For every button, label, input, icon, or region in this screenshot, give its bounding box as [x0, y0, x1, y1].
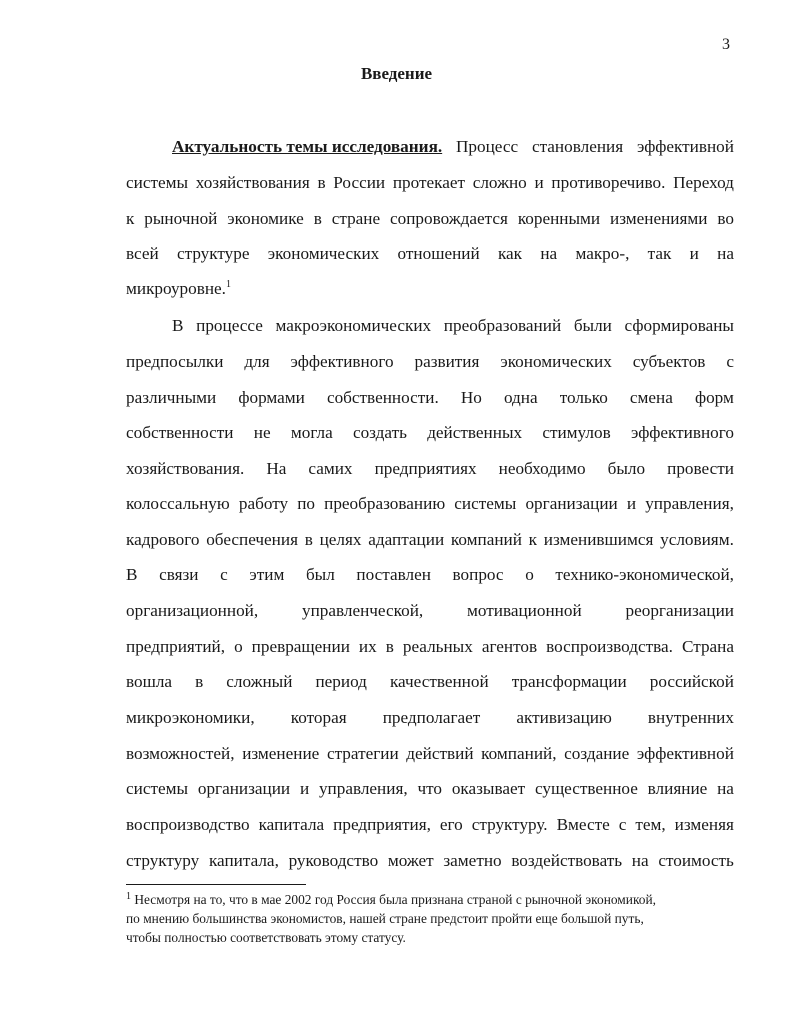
word: внутренних	[647, 708, 734, 727]
word: заметно	[443, 851, 502, 870]
word: В	[126, 565, 138, 584]
word: так	[647, 244, 672, 263]
text-line	[126, 814, 734, 836]
word: вошла	[126, 672, 173, 691]
word: для	[244, 352, 270, 371]
word: сложно	[472, 173, 527, 192]
word: и	[299, 779, 310, 798]
word: управления,	[645, 494, 734, 513]
text-line	[126, 422, 734, 444]
word: предприятия,	[333, 815, 431, 834]
word: колоссальную	[126, 494, 230, 513]
page-number: 3	[722, 36, 730, 53]
text-line	[126, 351, 734, 373]
word: в	[304, 530, 313, 549]
word: в	[385, 637, 394, 656]
word: во	[717, 209, 734, 228]
word: этим	[249, 565, 285, 584]
word: могла	[290, 423, 333, 442]
footnote-rule	[126, 884, 306, 885]
text-line	[126, 743, 734, 765]
word: с	[618, 815, 627, 834]
word: воздействовать	[511, 851, 623, 870]
word: действенных	[427, 423, 523, 442]
text-line	[126, 564, 734, 586]
word: технико-экономической,	[555, 565, 734, 584]
word: протекает	[392, 173, 465, 192]
word: организации	[525, 494, 618, 513]
word: не	[253, 423, 271, 442]
word: трансформации	[511, 672, 627, 691]
word: с	[220, 565, 228, 584]
word: сложный	[226, 672, 293, 691]
word: и	[689, 244, 699, 263]
word: воспроизводство	[126, 815, 250, 834]
word: стратегии	[326, 744, 399, 763]
word: Вместе	[556, 815, 610, 834]
text-line	[126, 136, 734, 158]
word: на	[631, 851, 649, 870]
page-title: Введение	[360, 64, 433, 83]
word: был	[305, 565, 335, 584]
word: субъектов	[632, 352, 706, 371]
word: противоречиво.	[551, 173, 666, 192]
word: провести	[667, 459, 734, 478]
word: воспроизводства.	[546, 637, 673, 656]
word: превращении	[251, 637, 350, 656]
word: связи	[159, 565, 199, 584]
word: системы	[126, 779, 189, 798]
text-line	[126, 243, 734, 265]
word: тем,	[635, 815, 666, 834]
word: предприятий,	[126, 637, 226, 656]
word: условиям.	[660, 530, 734, 549]
word: преобразованию	[324, 494, 446, 513]
word: макроэкономических	[275, 316, 432, 335]
word: компаний,	[481, 744, 557, 763]
word: В	[172, 316, 184, 335]
word: различными	[126, 388, 217, 407]
word: эффективного	[290, 352, 394, 371]
word: возможностей,	[126, 744, 235, 763]
word: всей	[126, 244, 159, 263]
word: стоимость	[658, 851, 734, 870]
text-line	[126, 707, 734, 729]
word: самих	[308, 459, 353, 478]
word: может	[387, 851, 434, 870]
word: в	[317, 173, 326, 192]
word: предполагает	[382, 708, 481, 727]
word: его	[439, 815, 463, 834]
word: оказывает	[451, 779, 526, 798]
word: хозяйствования	[195, 173, 310, 192]
section-heading: Актуальность темы исследования.	[172, 137, 443, 156]
word: качественной	[389, 672, 489, 691]
word: собственности	[126, 423, 234, 442]
footnote-text: Несмотря на то, что в мае 2002 год Россия была признана страной с рыночной экономикой,	[134, 892, 656, 907]
footnote-line	[126, 891, 734, 908]
word: структуру	[126, 851, 200, 870]
word: на	[717, 779, 734, 798]
word: Но	[460, 388, 482, 407]
word: были	[573, 316, 612, 335]
word: собственности.	[326, 388, 439, 407]
word: агентов	[481, 637, 538, 656]
footnote-line: по мнению большинства экономистов, нашей стране предстоит пройти еще большой путь,	[126, 911, 644, 926]
word: одна	[503, 388, 538, 407]
word: по	[297, 494, 316, 513]
word: формами	[238, 388, 305, 407]
word: капитала,	[208, 851, 279, 870]
text-line	[126, 778, 734, 800]
word: сформированы	[624, 316, 734, 335]
word: период	[315, 672, 367, 691]
word: экономике	[227, 209, 304, 228]
word: Страна	[681, 637, 734, 656]
word: изменениями	[610, 209, 708, 228]
text-line	[126, 172, 734, 194]
word: микроэкономики,	[126, 708, 255, 727]
word: России	[333, 173, 386, 192]
word: о	[525, 565, 534, 584]
word: стране	[331, 209, 381, 228]
word: создание	[564, 744, 630, 763]
word: На	[266, 459, 287, 478]
word: макро-,	[575, 244, 630, 263]
word: создать	[352, 423, 407, 442]
word: форм	[694, 388, 734, 407]
word: мотивационной	[467, 601, 582, 620]
word: руководство	[288, 851, 379, 870]
word: капитала	[258, 815, 325, 834]
word: Переход	[673, 173, 734, 192]
word: структуру.	[471, 815, 548, 834]
word: как	[497, 244, 523, 263]
word: управленческой,	[301, 601, 424, 620]
word: изменяя	[674, 815, 734, 834]
word: отношений	[397, 244, 480, 263]
text-line	[126, 636, 734, 658]
word: в	[195, 672, 204, 691]
word: к	[126, 209, 135, 228]
word: российской	[649, 672, 734, 691]
word: организационной,	[126, 601, 259, 620]
word: целях	[319, 530, 362, 549]
footnote-marker: 1	[126, 891, 131, 902]
word: активизацию	[516, 708, 612, 727]
text-line	[126, 671, 734, 693]
word: изменение	[242, 744, 320, 763]
word: управления,	[318, 779, 408, 798]
word: стимулов	[542, 423, 611, 442]
word: было	[607, 459, 646, 478]
word: изменившимся	[543, 530, 654, 549]
word: компаний	[450, 530, 522, 549]
word: эффективной	[636, 744, 734, 763]
word: коренными	[517, 209, 601, 228]
word: с	[726, 352, 734, 371]
word: работу	[238, 494, 289, 513]
word: Процесс	[456, 137, 519, 156]
word: поставлен	[356, 565, 431, 584]
text-line	[126, 493, 734, 515]
word: предприятиях	[374, 459, 477, 478]
word: действий	[406, 744, 474, 763]
word: организации	[197, 779, 291, 798]
word: их	[358, 637, 377, 656]
word: сопровождается	[390, 209, 508, 228]
word: в	[313, 209, 322, 228]
word: на	[540, 244, 558, 263]
footnote-ref: 1	[225, 279, 231, 290]
footnote-line: чтобы полностью соответствовать этому статусу.	[126, 930, 406, 945]
word: вопрос	[452, 565, 504, 584]
word: влияние	[647, 779, 708, 798]
word: реорганизации	[625, 601, 734, 620]
word: системы	[126, 173, 189, 192]
text-line	[126, 278, 734, 300]
word: кадрового	[126, 530, 200, 549]
word: на	[717, 244, 734, 263]
word: и	[534, 173, 544, 192]
word: и	[626, 494, 637, 513]
word: только	[559, 388, 608, 407]
word: необходимо	[498, 459, 586, 478]
text-line	[126, 315, 734, 337]
word: преобразований	[443, 316, 562, 335]
word: экономических	[267, 244, 380, 263]
text-line	[126, 208, 734, 230]
word: системы	[454, 494, 517, 513]
word: смена	[629, 388, 673, 407]
word: развития	[414, 352, 480, 371]
word: что	[417, 779, 443, 798]
text-line	[126, 850, 734, 872]
word: становления	[531, 137, 624, 156]
word: которая	[290, 708, 347, 727]
word: хозяйствования.	[126, 459, 245, 478]
word: к	[528, 530, 538, 549]
word: эффективного	[630, 423, 734, 442]
word: реальных	[402, 637, 473, 656]
word: обеспечения	[206, 530, 298, 549]
word: о	[234, 637, 243, 656]
text-line	[126, 458, 734, 480]
text-segment: микроуровне.	[126, 279, 226, 298]
word: структуре	[176, 244, 250, 263]
word: экономических	[500, 352, 612, 371]
text-line	[126, 600, 734, 622]
word: эффективной	[636, 137, 734, 156]
word: существенное	[534, 779, 638, 798]
word: процессе	[196, 316, 263, 335]
word: рыночной	[144, 209, 218, 228]
text-line	[126, 529, 734, 551]
word: предпосылки	[126, 352, 224, 371]
text-line	[126, 387, 734, 409]
word: адаптации	[368, 530, 445, 549]
